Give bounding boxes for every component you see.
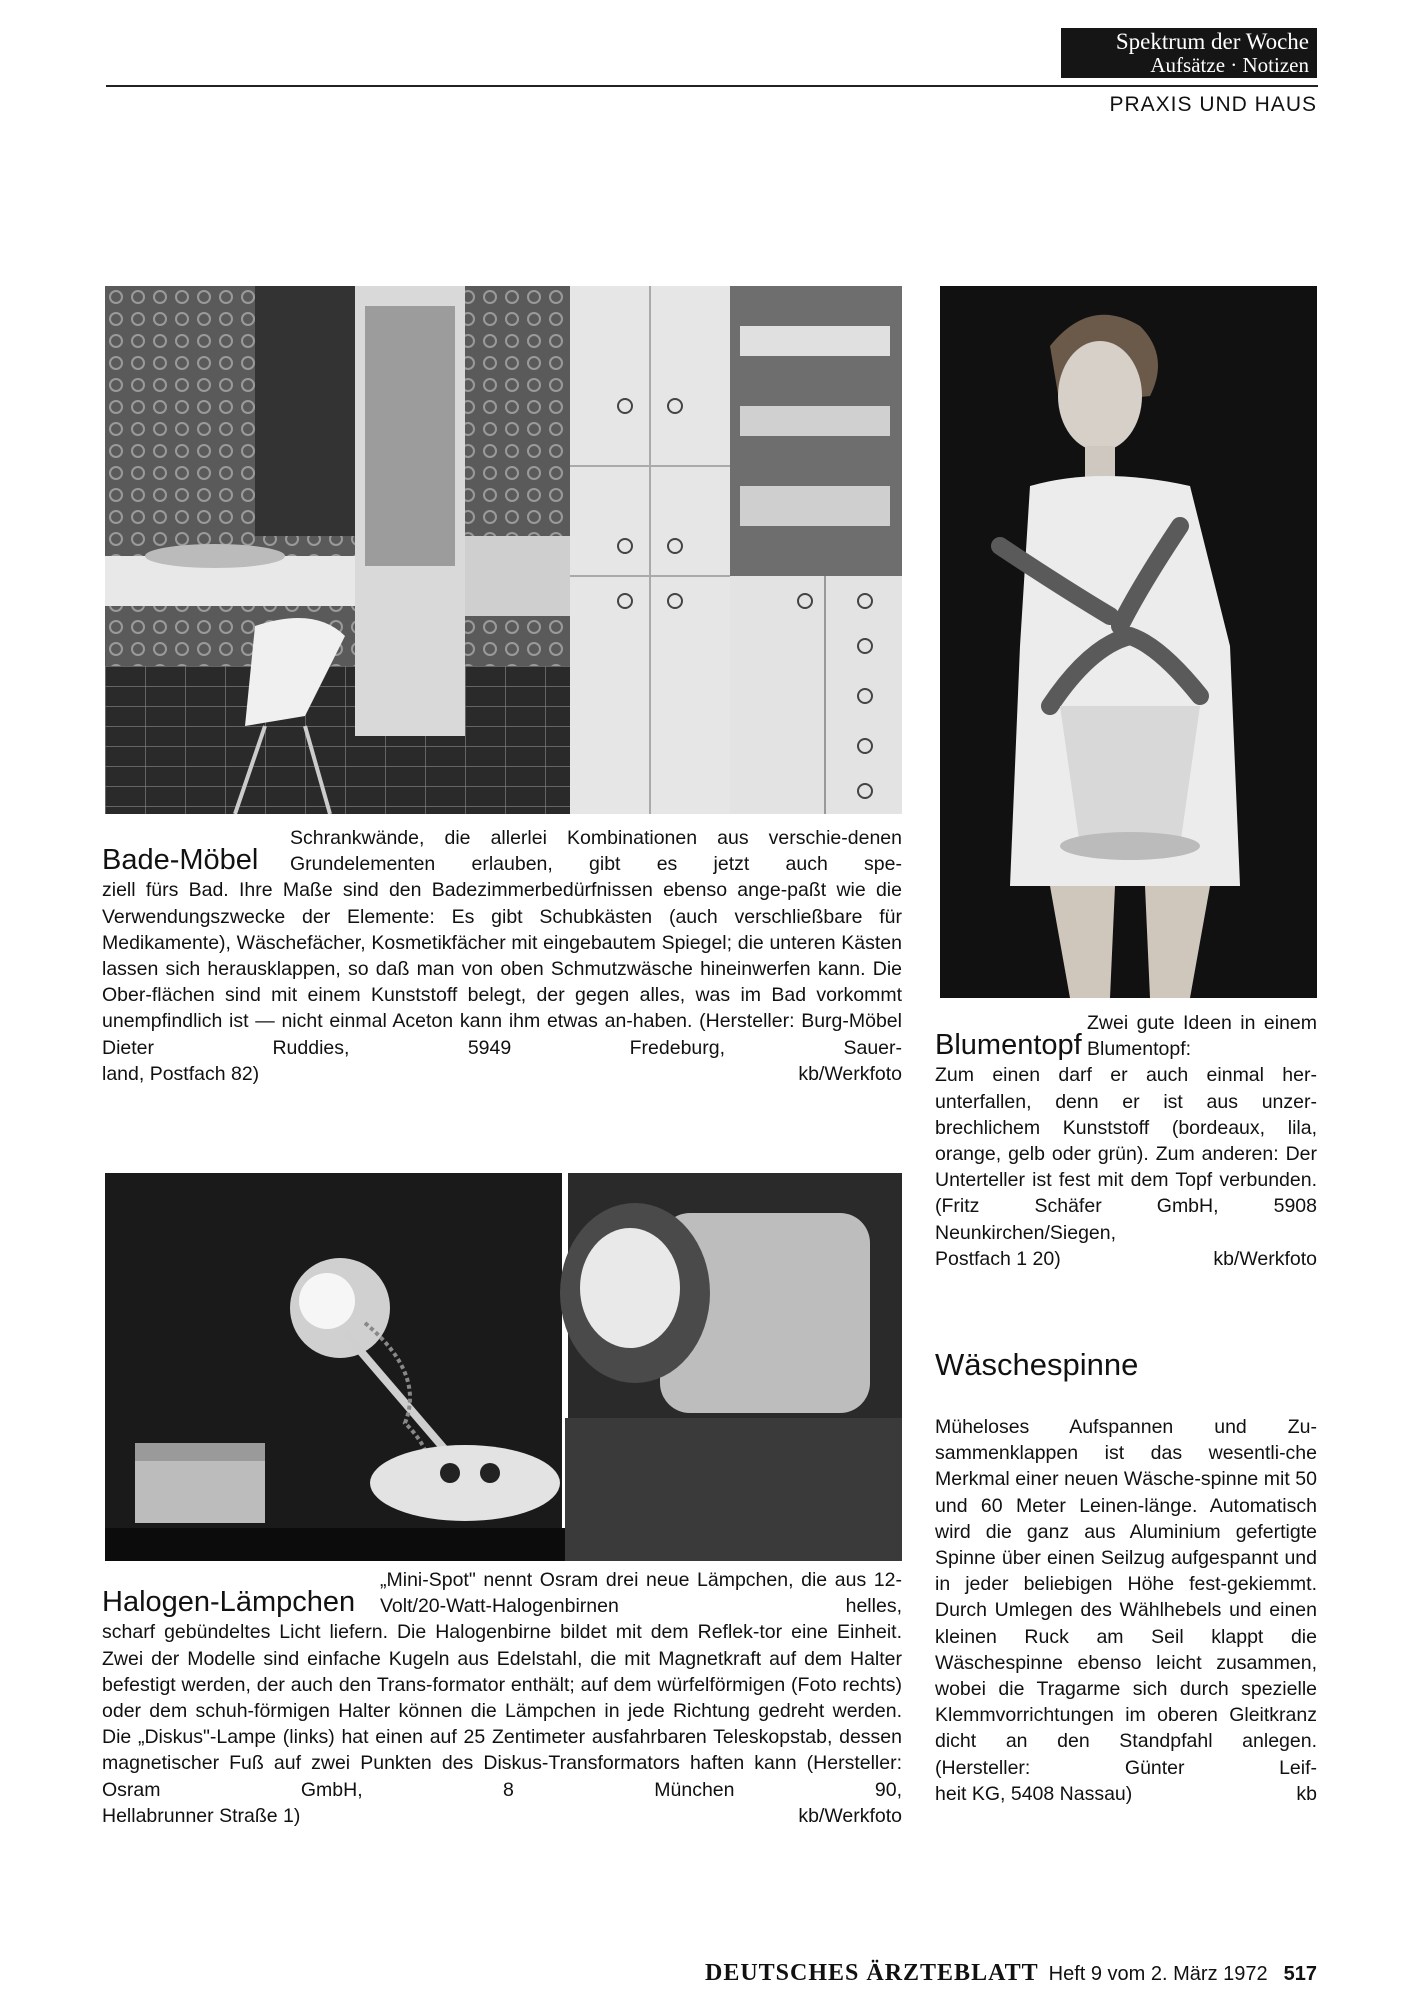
blumentopf-credit: kb/Werkfoto [1213,1247,1317,1270]
bade-moebel-heading: Bade-Möbel [102,844,259,877]
bade-moebel-credit-row [102,1061,902,1087]
waeschespinne-credit: kb [1296,1782,1317,1805]
journal-title: DEUTSCHES ÄRZTEBLATT [704,1960,1039,1986]
section-title: PRAXIS UND HAUS [1109,93,1317,116]
waeschespinne-credit-row [935,1781,1317,1807]
halogen-last-line: Hellabrunner Straße 1) [102,1804,301,1827]
halogen-credit-row [102,1803,902,1829]
blumentopf-lead: Zwei gute Ideen in einem Blumentopf: [1087,1012,1317,1061]
rubric-line-1: Spektrum der Woche [1115,29,1309,54]
waeschespinne-last-line: heit KG, 5408 Nassau) [935,1782,1133,1805]
issue-info: Heft 9 vom 2. März 1972 [1048,1963,1268,1985]
halogen-body: scharf gebündeltes Licht liefern. Die Halogenbirne bildet mit dem Reflek-tor eine Einheit. Zwei der Modelle sind einfache Kugeln aus Edelstahl, die mit Magnetkraft auf dem Halter befestigt werden, der auch den Trans-formator enthält; auf dem würfelförmigen (Foto rechts) oder dem schuh-förmigen Halter können die Lämpchen in jede Richtung gedreht werden. Die „Diskus"-Lampe (links) hat einen auf 25 Zentimeter ausfahrbaren Teleskopstab, dessen magnetischer Fuß auf zwei Punkten des Diskus-Transformators haften kann (Hersteller: Osram GmbH, 8 München 90, [102,1621,902,1801]
bade-moebel-article [102,825,902,1087]
halogen-credit: kb/Werkfoto [798,1804,902,1827]
page-footer [570,1960,1317,1987]
bade-moebel-body: ziell fürs Bad. Ihre Maße sind den Badezimmerbedürfnissen ebenso ange-paßt wie die Verwendungszwecke der Elemente: Es gibt Schubkästen (auch verschließbare für Medikamente), Wäschefächer, Kosmetikfächer mit eingebautem Spiegel; die unteren Kästen lassen sich herausklappen, so daß man von oben Schmutzwäsche hineinwerfen kann. Die Ober-flächen sind mit einem Kunststoff belegt, der gegen alles, was im Bad vorkommt unempfindlich ist — nicht einmal Aceton kann ihm etwas an-haben. (Hersteller: Burg-Möbel Dieter Ruddies, 5949 Fredeburg, Sauer- [102,879,902,1059]
rubric-box [1061,28,1317,78]
bade-moebel-credit: kb/Werkfoto [798,1062,902,1085]
rubric-line-2: Aufsätze · Notizen [1150,53,1309,77]
blumentopf-article [935,1010,1317,1272]
halogen-heading: Halogen-Lämpchen [102,1586,356,1619]
halogen-lamp-photo [105,1173,902,1561]
blumentopf-credit-row [935,1246,1317,1272]
blumentopf-body: Zum einen darf er auch einmal her-unterfallen, denn er ist aus unzer-brechlichem Kunststoff (bordeaux, lila, orange, gelb oder grün). Zum anderen: Der Unterteller ist fest mit dem Topf verbunden. (Fritz Schäfer GmbH, 5908 Neunkirchen/Siegen, [935,1064,1317,1244]
bathroom-furniture-photo [105,286,902,814]
flowerpot-photo [940,286,1317,998]
page-number: 517 [1283,1963,1317,1985]
blumentopf-heading: Blumentopf [935,1029,1082,1062]
bade-moebel-lead: Schrankwände, die allerlei Kombinationen aus verschie-denen Grundelementen erlauben, gibt es jetzt auch spe- [290,827,902,876]
waeschespinne-body: Müheloses Aufspannen und Zu-sammenklappen ist das wesentli-che Merkmal einer neuen Wäsche-spinne mit 50 und 60 Meter Leinen-länge. Automatisch wird die ganz aus Aluminium gefertigte Spinne über einen Seilzug aufgespannt und in jeder beliebigen Höhe fest-gekiemmt. Durch Umlegen des Wählhebels und einen kleinen Ruck am Seil klappt die Wäschespinne ebenso leicht zusammen, wobei die Tragarme sich durch spezielle Klemmvorrichtungen im oberen Gleitkranz dicht an den Standpfahl anlegen. (Hersteller: Günter Leif- [935,1416,1317,1779]
header-rule [106,85,1318,87]
waeschespinne-heading: Wäschespinne [935,1347,1139,1382]
halogen-lead: „Mini-Spot" nennt Osram drei neue Lämpchen, die aus 12-Volt/20-Watt-Halogenbirnen helles, [380,1569,902,1618]
halogen-article [102,1567,902,1829]
waeschespinne-article [935,1348,1317,1807]
blumentopf-last-line: Postfach 1 20) [935,1247,1061,1270]
bade-moebel-last-line: land, Postfach 82) [102,1062,260,1085]
